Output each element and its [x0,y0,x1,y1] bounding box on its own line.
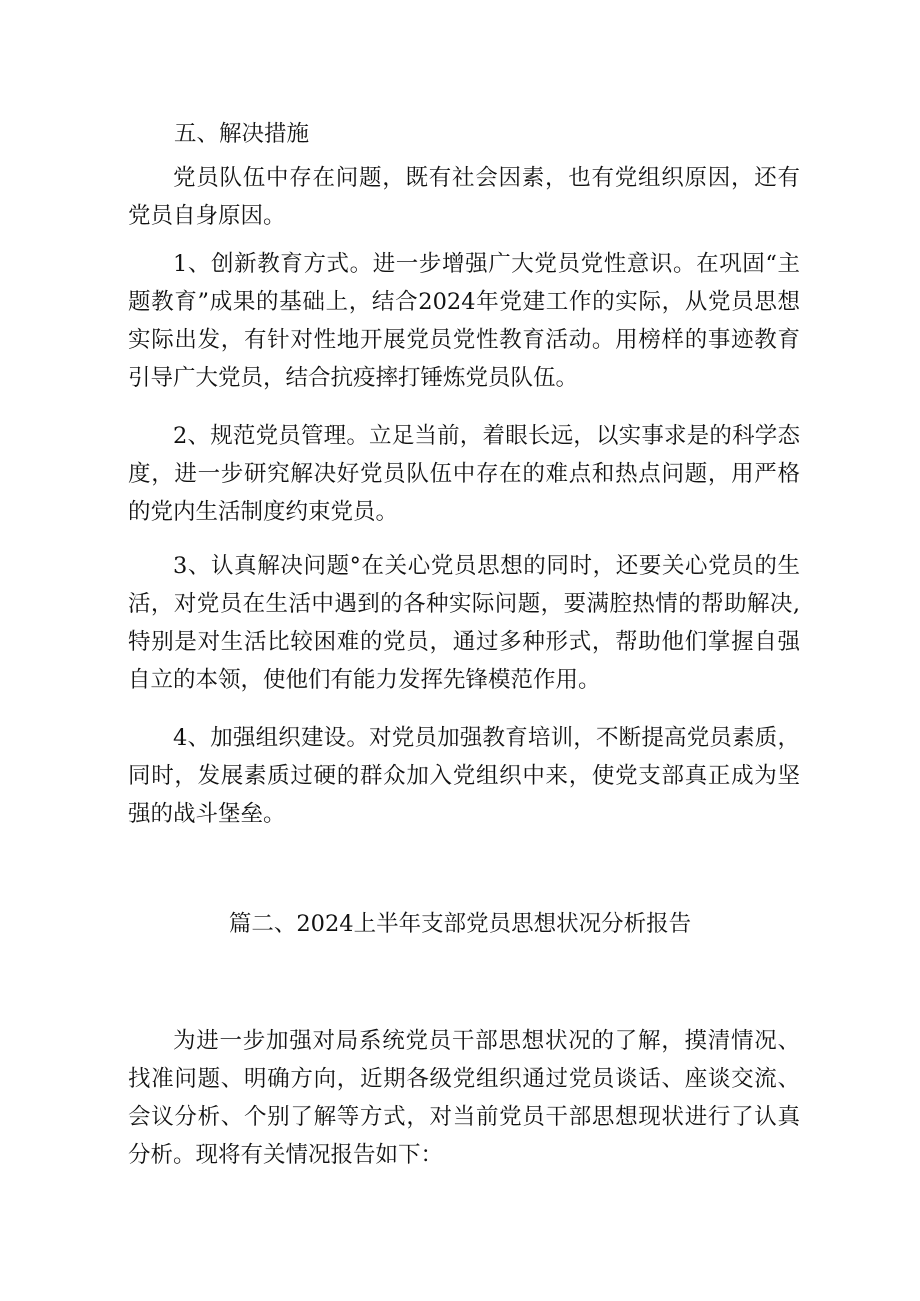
paragraph-problem-causes: 党员队伍中存在问题，既有社会因素，也有党组织原因，还有党员自身原因。 [128,165,800,229]
paragraph-measure-1: 1、创新教育方式。进一步增强广大党员党性意识。在巩固“主题教育”成果的基础上，结合2024年党建工作的实际，从党员思想实际出发，有针对性地开展党员党性教育活动。用榜样的事迹教育引导广大党员，结合抗疫摔打锤炼党员队伍。 [128,251,800,391]
paragraph-measure-4: 4、加强组织建设。对党员加强教育培训，不断提高党员素质，同时，发展素质过硬的群众加入党组织中来，使党支部真正成为坚强的战斗堡垒。 [128,725,800,827]
article-title: 篇二、2024上半年支部党员思想状况分析报告 [228,911,692,937]
paragraph-measure-3: 3、认真解决问题°在关心党员思想的同时，还要关心党员的生活，对党员在生活中遇到的各种实际问题，要满腔热情的帮助解决,特别是对生活比较困难的党员，通过多种形式，帮助他们掌握自强自立的本领，使他们有能力发挥先锋模范作用。 [128,553,800,693]
section-heading: 五、解决措施 [174,121,310,147]
paragraph-measure-2: 2、规范党员管理。立足当前，着眼长远，以实事求是的科学态度，进一步研究解决好党员队伍中存在的难点和热点问题，用严格的党内生活制度约束党员。 [128,423,800,525]
intro-paragraph: 为进一步加强对局系统党员干部思想状况的了解，摸清情况、找准问题、明确方向，近期各级党组织通过党员谈话、座谈交流、会议分析、个别了解等方式，对当前党员干部思想现状进行了认真分析。现将有关情况报告如下： [128,1028,800,1168]
